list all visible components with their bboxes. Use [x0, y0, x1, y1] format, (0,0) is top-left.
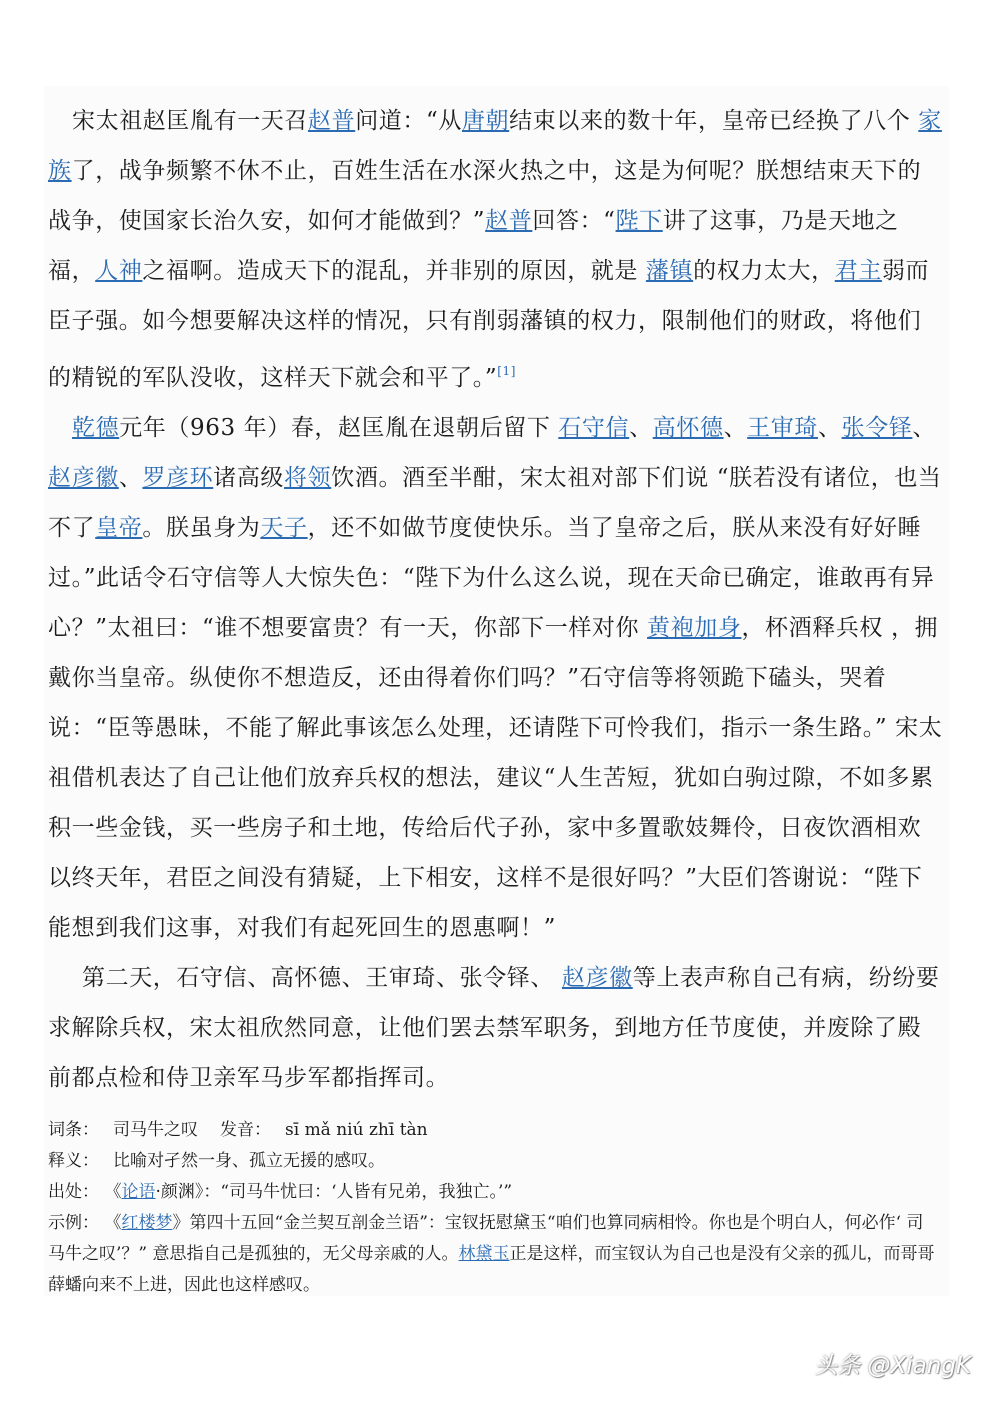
- paragraph-1: [48, 96, 943, 403]
- link-huangpao-jiashen[interactable]: 黄袍加身: [647, 615, 742, 641]
- text: 正是这样，而宝钗认为自己也是没有父亲的孤儿，而哥哥薛蟠向来不上进，因此也这样感叹。: [48, 1244, 935, 1295]
- meaning-value: 比喻对孑然一身、孤立无援的感叹。: [113, 1151, 385, 1171]
- link-renshen[interactable]: 人神: [95, 258, 143, 284]
- text: 了，战争频繁不休不止，百姓生活在水深火热之中，这是为何呢？朕想结束天下的战争，使国家长治久安，如何才能做到？”: [48, 158, 922, 234]
- text: 弱而臣子强。如今想要解决这样的情况，只有削弱藩镇的权力，限制他们的财政，将他们的精锐的军队没收，这样天下就会和平了。”: [48, 258, 930, 391]
- link-zhang-lingduo[interactable]: 张令铎: [841, 415, 913, 441]
- text: 等上表声称自己有病，纷纷要求解除兵权，宋太祖欣然同意，让他们罢去禁军职务，到地方任节度使，并废除了殿前都点检和侍卫亲军马步军都指挥司。: [48, 965, 940, 1091]
- paragraph-2: [48, 403, 943, 953]
- example-label: 示例：: [48, 1213, 99, 1233]
- entry-example-row: [48, 1208, 938, 1301]
- link-hongloumeng[interactable]: 红楼梦: [121, 1213, 173, 1233]
- entry-term-row: [48, 1115, 938, 1146]
- pronunciation-value: sī mǎ niú zhī tàn: [285, 1120, 428, 1140]
- link-shi-shouxin[interactable]: 石守信: [558, 415, 630, 441]
- article-body: [48, 96, 943, 1103]
- text: 、: [118, 465, 143, 491]
- paragraph-3: [48, 953, 943, 1103]
- link-luo-yanhuan[interactable]: 罗彦环: [142, 465, 214, 491]
- idiom-entry: [48, 1115, 938, 1301]
- term-value: 司马牛之叹: [113, 1120, 198, 1140]
- link-tianzi[interactable]: 天子: [260, 515, 308, 541]
- text: 》第四十五回“金兰契互剖金兰语”：宝钗抚慰黛玉“咱们也算同病相怜。你也是个明白人，何必作‘ 司马牛之叹’？” 意思指自己是孤独的，无父母亲戚的人。: [48, 1213, 924, 1264]
- link-fanzhen[interactable]: 藩镇: [645, 258, 694, 284]
- link-zhao-pu[interactable]: 赵普: [308, 108, 356, 134]
- link-lunyu[interactable]: 论语: [121, 1182, 156, 1202]
- watermark: 头条 @XiangK: [814, 1353, 971, 1379]
- text: 元年（963 年）春，赵匡胤在退朝后留下: [119, 415, 559, 441]
- text: 结束以来的数十年，皇帝已经换了八个: [509, 108, 919, 134]
- entry-meaning-row: [48, 1146, 938, 1177]
- link-qiande[interactable]: 乾德: [72, 415, 120, 441]
- link-huangdi[interactable]: 皇帝: [95, 515, 143, 541]
- link-family[interactable]: 家族: [48, 108, 942, 184]
- link-junzhu[interactable]: 君主: [834, 258, 882, 284]
- text: 《: [113, 1182, 122, 1202]
- text: 讲了这事，乃是天地之福，: [48, 208, 899, 284]
- text: 问道：“从: [355, 108, 462, 134]
- text: 诸高级: [213, 465, 285, 491]
- link-zhao-pu-2[interactable]: 赵普: [485, 208, 533, 234]
- link-gao-huaide[interactable]: 高怀德: [652, 415, 724, 441]
- text: 。朕虽身为: [142, 515, 261, 541]
- source-label: 出处：: [48, 1182, 99, 1202]
- text: 饮酒。酒至半酣，宋太祖对部下们说 “朕若没有诸位，也当不了: [48, 465, 942, 541]
- text: 、: [629, 415, 653, 441]
- term-label: 词条：: [48, 1120, 99, 1140]
- link-wang-shenqi[interactable]: 王审琦: [747, 415, 818, 441]
- entry-source-row: [48, 1177, 938, 1208]
- text: 、: [912, 415, 937, 441]
- pronunciation-label: 发音：: [220, 1120, 271, 1140]
- reference-marker[interactable]: [1]: [497, 364, 517, 378]
- link-zhao-yanhui-2[interactable]: 赵彦徽: [561, 965, 633, 991]
- text: ，杯酒释兵权 ，拥戴你当皇帝。纵使你不想造反，还由得着你们吗？”石守信等将领跪下磕头，哭着说：“臣等愚昧，不能了解此事该怎么处理，还请陛下可怜我们，指示一条生路。” 宋太祖借机表达了自己让他们放弃兵权的想法，建议“人生苦短，犹如白驹过隙，不如多累积一些金钱，买一些房子和土地，传给后代子孙，家中多置歌妓舞伶，日夜饮酒相欢以终天年，君臣之间没有猜疑，上下相安，这样不是很好吗？”大臣们答谢说：“陛下能想到我们这事，对我们有起死回生的恩惠啊！”: [48, 615, 943, 941]
- meaning-label: 释义：: [48, 1151, 99, 1171]
- text: 的权力太大，: [693, 258, 835, 284]
- text: 、: [723, 415, 748, 441]
- text: ，还不如做节度使快乐。当了皇帝之后，朕从来没有好好睡过。”此话令石守信等人大惊失色：“陛下为什么这么说，现在天命已确定，谁敢再有异心？”太祖曰：“谁不想要富贵？有一天，你部下一样对你: [48, 515, 935, 641]
- text: ·颜渊》：“司马牛忧曰：‘人皆有兄弟，我独亡。’”: [155, 1182, 513, 1202]
- link-lin-daiyu[interactable]: 林黛玉: [458, 1244, 510, 1264]
- link-jiangling[interactable]: 将领: [284, 465, 332, 491]
- text: 回答：“: [532, 208, 616, 234]
- text: 《: [113, 1213, 122, 1233]
- link-bixia[interactable]: 陛下: [615, 208, 663, 234]
- link-tang-dynasty[interactable]: 唐朝: [461, 108, 510, 134]
- text: 、: [817, 415, 842, 441]
- link-zhao-yanhui[interactable]: 赵彦徽: [48, 465, 119, 491]
- text: 之福啊。造成天下的混乱，并非别的原因，就是: [142, 258, 646, 284]
- text: 第二天，石守信、高怀德、王审琦、张令铎、: [82, 965, 562, 991]
- text: 宋太祖赵匡胤有一天召: [72, 108, 308, 134]
